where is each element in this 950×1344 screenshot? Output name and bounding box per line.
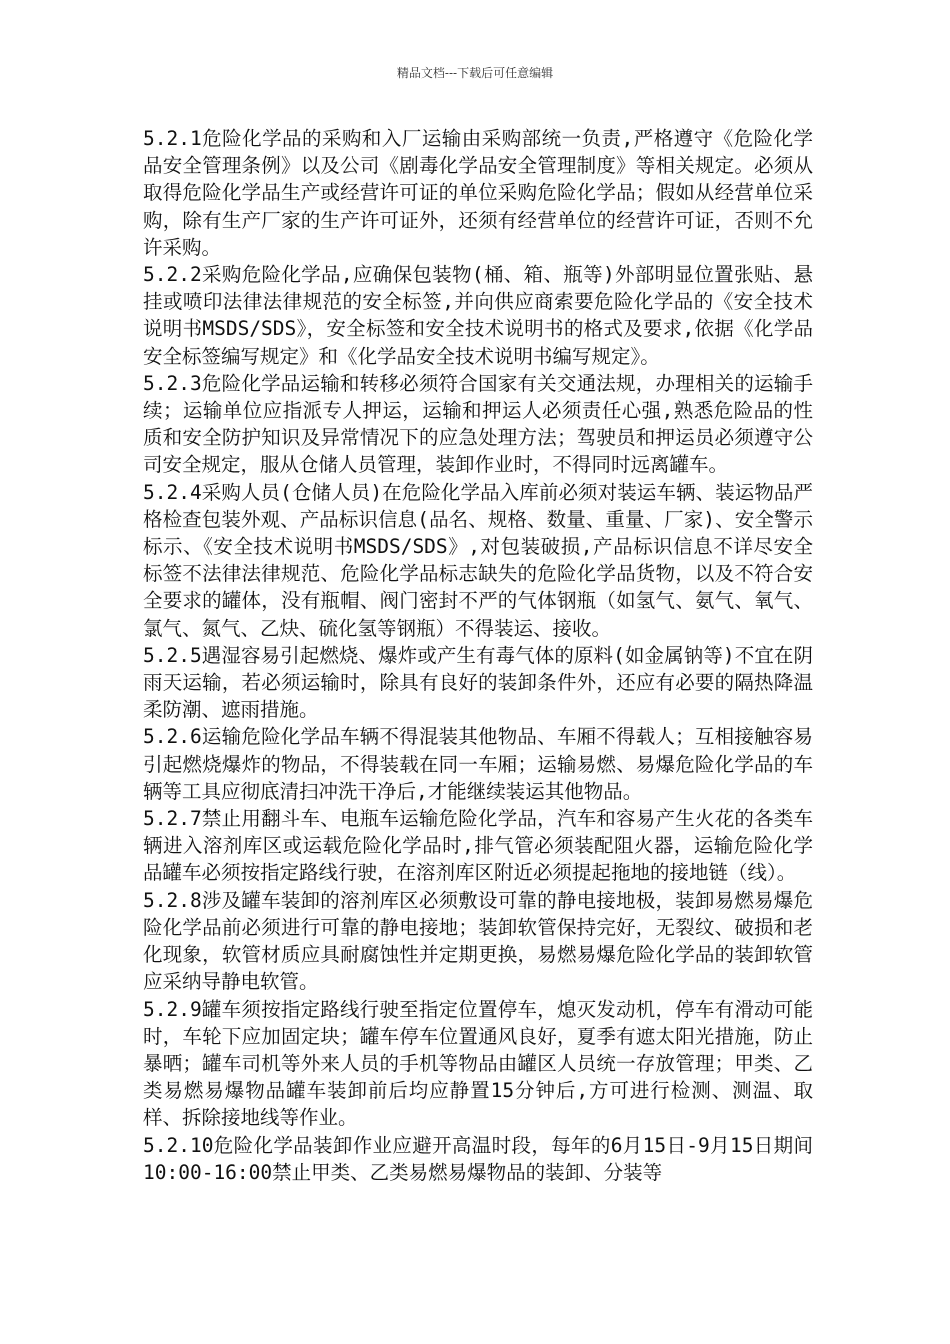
- paragraph-5-2-9: 5.2.9罐车须按指定路线行驶至指定位置停车，熄灭发动机，停车有滑动可能时，车轮下应加固定块；罐车停车位置通风良好，夏季有遮太阳光措施，防止暴晒；罐车司机等外来人员的手机等物品由罐区人员统一存放管理；甲类、乙类易燃易爆物品罐车装卸前后均应静置15分钟后,方可进行检测、测温、取样、拆除接地线等作业。: [143, 997, 813, 1130]
- paragraph-5-2-1: 5.2.1危险化学品的采购和入厂运输由采购部统一负责,严格遵守《危险化学品安全管理条例》以及公司《剧毒化学品安全管理制度》等相关规定。必须从取得危险化学品生产或经营许可证的单位采购危险化学品；假如从经营单位采购，除有生产厂家的生产许可证外，还须有经营单位的经营许可证，否则不允许采购。: [143, 127, 813, 259]
- paragraph-5-2-2: 5.2.2采购危险化学品,应确保包装物(桶、箱、瓶等)外部明显位置张贴、悬挂或喷印法律法律规范的安全标签,并向供应商索要危险化学品的《安全技术说明书MSDS/SDS》，安全标签和安全技术说明书的格式及要求,依据《化学品安全标签编写规定》和《化学品安全技术说明书编写规定》。: [143, 263, 813, 368]
- paragraph-5-2-5: 5.2.5遇湿容易引起燃烧、爆炸或产生有毒气体的原料(如金属钠等)不宜在阴雨天运输，若必须运输时，除具有良好的装卸条件外，还应有必要的隔热降温柔防潮、遮雨措施。: [143, 643, 813, 722]
- document-body: [143, 125, 813, 1186]
- paragraph-5-2-6: 5.2.6运输危险化学品车辆不得混装其他物品、车厢不得载人；互相接触容易引起燃烧爆炸的物品，不得装载在同一车厢；运输易燃、易爆危险化学品的车辆等工具应彻底清扫冲洗干净后,才能继续装运其他物品。: [143, 725, 813, 803]
- paragraph-5-2-8: 5.2.8涉及罐车装卸的溶剂库区必须敷设可靠的静电接地极，装卸易燃易爆危险化学品前必须进行可靠的静电接地；装卸软管保持完好，无裂纹、破损和老化现象，软管材质应具耐腐蚀性并定期更换，易燃易爆危险化学品的装卸软管应采纳导静电软管。: [143, 888, 813, 994]
- paragraph-5-2-3: 5.2.3危险化学品运输和转移必须符合国家有关交通法规，办理相关的运输手续；运输单位应指派专人押运，运输和押运人必须责任心强,熟悉危险品的性质和安全防护知识及异常情况下的应急处理方法；驾驶员和押运员必须遵守公司安全规定，服从仓储人员管理，装卸作业时，不得同时远离罐车。: [143, 371, 813, 477]
- page-header: 精品文档---下载后可任意编辑: [396, 66, 554, 80]
- paragraph-5-2-10: 5.2.10危险化学品装卸作业应避开高温时段，每年的6月15日-9月15日期间10:00-16:00禁止甲类、乙类易燃易爆物品的装卸、分装等: [143, 1133, 813, 1184]
- paragraph-5-2-7: 5.2.7禁止用翻斗车、电瓶车运输危险化学品，汽车和容易产生火花的各类车辆进入溶剂库区或运载危险化学品时,排气管必须装配阻火器，运输危险化学品罐车必须按指定路线行驶，在溶剂库区附近必须提起拖地的接地链（线）。: [143, 807, 813, 885]
- paragraph-5-2-4: 5.2.4采购人员(仓储人员)在危险化学品入库前必须对装运车辆、装运物品严格检查包装外观、产品标识信息(品名、规格、数量、重量、厂家)、安全警示标示、《安全技术说明书MSDS/SDS》,对包装破损,产品标识信息不详尽安全标签不法律法律规范、危险化学品标志缺失的危险化学品货物，以及不符合安全要求的罐体，没有瓶帽、阀门密封不严的气体钢瓶（如氢气、氨气、氧气、氯气、氮气、乙炔、硫化氢等钢瓶）不得装运、接收。: [143, 480, 813, 640]
